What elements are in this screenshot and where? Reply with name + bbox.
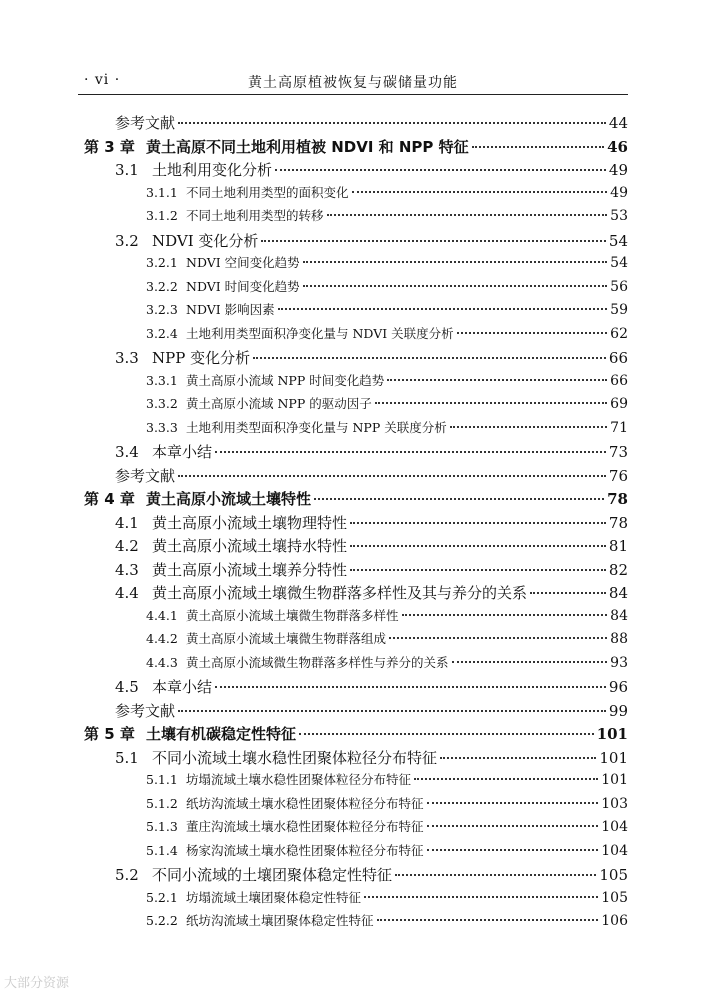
toc-entry-number: 3.3.2 (146, 396, 178, 411)
toc-entry-sub[interactable] (78, 606, 628, 630)
toc-entry-page-number: 103 (601, 795, 628, 812)
toc-entry-chapter[interactable] (78, 136, 628, 160)
toc-entry-title: 土地利用类型面积净变化量与 NDVI 关联度分析 (186, 325, 454, 341)
toc-entry-number: 4.1 (115, 513, 139, 532)
dot-leader (450, 426, 607, 428)
dot-leader (303, 285, 607, 287)
toc-entry-title: 参考文献 (115, 114, 176, 132)
dot-leader (427, 825, 599, 827)
toc-entry-chapter[interactable] (78, 488, 628, 512)
toc-entry-title: 黄土高原小流域土壤特性 (146, 490, 312, 508)
toc-entry-page-number: 49 (608, 161, 628, 179)
toc-entry-number: 3.3.1 (146, 372, 178, 388)
toc-entry-number: 3.2.1 (146, 255, 178, 270)
toc-entry-page-number: 78 (608, 513, 628, 532)
toc-entry-title: 董庄沟流域土壤水稳性团聚体粒径分布特征 (186, 819, 424, 834)
toc-entry-page-number: 71 (610, 419, 628, 436)
toc-entry-section[interactable] (78, 559, 628, 583)
toc-entry-number: 4.5 (115, 678, 139, 696)
toc-entry-page-number: 84 (610, 607, 628, 624)
toc-entry-page-number: 54 (608, 231, 628, 250)
dot-leader (253, 357, 606, 359)
toc-entry-page-number: 76 (608, 466, 628, 485)
toc-entry-number: 4.4 (115, 584, 139, 602)
toc-entry-page-number: 101 (599, 748, 628, 767)
toc-entry-number: 5.1.3 (146, 819, 178, 834)
toc-entry-page-number: 46 (607, 137, 628, 156)
toc-entry-page-number: 106 (601, 913, 628, 929)
toc-entry-number: 3.1.2 (146, 208, 178, 223)
toc-entry-number: 5.1.4 (146, 842, 178, 858)
toc-entry-page-number: 66 (608, 349, 628, 367)
toc-entry-number: 3.1.1 (146, 184, 178, 200)
dot-leader (178, 710, 606, 712)
dot-leader (389, 637, 607, 639)
toc-entry-number: 3.2 (115, 231, 139, 250)
toc-entry-sub[interactable] (78, 206, 628, 230)
toc-entry-title: 土地利用类型面积净变化量与 NPP 关联度分析 (186, 419, 447, 435)
toc-entry-chapter[interactable] (78, 723, 628, 747)
toc-entry-number: 4.4.2 (146, 631, 178, 646)
toc-entry-title: 参考文献 (115, 701, 176, 720)
toc-entry-page-number: 78 (607, 490, 628, 508)
toc-entry-number: 第 5 章 (84, 725, 135, 743)
toc-entry-page-number: 44 (608, 114, 628, 132)
toc-entry-title: 参考文献 (115, 466, 176, 485)
dot-leader (275, 169, 606, 171)
toc-entry-number: 第 3 章 (84, 137, 135, 156)
toc-entry-number: 3.4 (115, 443, 139, 461)
dot-leader (440, 757, 596, 759)
toc-entry-title: NDVI 变化分析 (152, 231, 259, 250)
dot-leader (350, 545, 606, 547)
dot-leader (452, 661, 608, 663)
dot-leader (261, 240, 605, 242)
dot-leader (457, 332, 608, 334)
toc-entry-title: NDVI 影响因素 (186, 302, 275, 317)
dot-leader (395, 874, 596, 876)
toc-entry-title: 不同土地利用类型的转移 (186, 208, 324, 223)
toc-entry-number: 5.2 (115, 866, 139, 884)
toc-entry-section[interactable] (78, 230, 628, 254)
toc-entry-title: 黄土高原小流域 NPP 时间变化趋势 (186, 372, 385, 388)
toc-entry-page-number: 53 (610, 208, 628, 224)
toc-entry-title: 黄土高原小流域土壤养分特性 (152, 560, 348, 579)
page-header (78, 64, 628, 95)
page-number: · vi · (84, 72, 121, 88)
dot-leader (414, 778, 598, 780)
toc-entry-title: 本章小结 (152, 443, 213, 461)
toc-entry-ref[interactable] (78, 465, 628, 489)
toc-entry-sub[interactable] (78, 277, 628, 301)
dot-leader (350, 569, 606, 571)
toc-entry-page-number: 73 (608, 443, 628, 461)
toc-entry-page-number: 105 (601, 889, 628, 906)
toc-entry-title: 黄土高原小流域土壤微生物群落多样性及其与养分的关系 (152, 584, 528, 602)
dot-leader (427, 849, 599, 851)
toc-entry-number: 5.1.2 (146, 795, 178, 811)
toc-entry-page-number: 84 (608, 584, 628, 602)
dot-leader (402, 614, 608, 616)
toc-entry-page-number: 93 (610, 654, 628, 671)
running-title: 黄土高原植被恢复与碳储量功能 (248, 75, 458, 91)
toc-entry-page-number: 105 (599, 866, 628, 884)
toc-entry-section[interactable] (78, 676, 628, 700)
toc-entry-title: 杨家沟流域土壤水稳性团聚体粒径分布特征 (186, 842, 424, 858)
toc-entry-sub[interactable] (78, 418, 628, 442)
toc-entry-number: 3.2.2 (146, 278, 178, 294)
toc-entry-number: 3.2.3 (146, 302, 178, 317)
toc-entry-ref[interactable] (78, 700, 628, 724)
toc-entry-number: 3.3 (115, 349, 139, 367)
dot-leader (178, 475, 606, 477)
toc-entry-title: NDVI 空间变化趋势 (186, 255, 300, 270)
toc-entry-title: 不同土地利用类型的面积变化 (186, 184, 349, 200)
toc-entry-page-number: 54 (610, 255, 628, 271)
toc-entry-number: 5.1 (115, 748, 139, 767)
toc-entry-number: 5.2.1 (146, 889, 178, 905)
toc-entry-section[interactable] (78, 441, 628, 465)
dot-leader (278, 308, 607, 310)
toc-entry-sub[interactable] (78, 888, 628, 912)
toc-entry-number: 5.2.2 (146, 913, 178, 928)
toc-entry-page-number: 56 (610, 278, 628, 295)
toc-entry-number: 4.4.3 (146, 654, 178, 670)
toc-entry-title: 纸坊沟流域土壤水稳性团聚体粒径分布特征 (186, 795, 424, 811)
toc-entry-title: 不同小流域土壤水稳性团聚体粒径分布特征 (152, 748, 438, 767)
toc-entry-page-number: 59 (610, 302, 628, 318)
toc-entry-number: 5.1.1 (146, 772, 178, 787)
toc-entry-section[interactable] (78, 864, 628, 888)
toc-entry-number: 3.3.3 (146, 419, 178, 435)
toc-entry-sub[interactable] (78, 324, 628, 348)
toc-entry-title: 土壤有机碳稳定性特征 (146, 725, 297, 743)
dot-leader (215, 451, 606, 453)
dot-leader (377, 919, 599, 921)
toc-entry-page-number: 101 (596, 725, 628, 743)
toc-entry-sub[interactable] (78, 300, 628, 324)
toc-entry-title: 纸坊沟流域土壤团聚体稳定性特征 (186, 913, 374, 928)
dot-leader (327, 214, 608, 216)
toc-entry-title: 黄土高原不同土地利用植被 NDVI 和 NPP 特征 (146, 137, 469, 156)
toc-entry-title: 黄土高原小流域微生物群落多样性与养分的关系 (186, 654, 449, 670)
toc-entry-number: 4.4.1 (146, 607, 178, 623)
toc-entry-page-number: 69 (610, 396, 628, 412)
dot-leader (350, 522, 606, 524)
toc-entry-number: 4.3 (115, 560, 139, 579)
toc-entry-title: 坊塌流域土壤团聚体稳定性特征 (186, 889, 362, 905)
toc-entry-title: 坊塌流域土壤水稳性团聚体粒径分布特征 (186, 772, 412, 787)
toc-entry-title: 黄土高原小流域土壤微生物群落组成 (186, 631, 387, 646)
toc-entry-page-number: 104 (601, 842, 628, 859)
toc-entry-page-number: 96 (608, 678, 628, 696)
toc-entry-sub[interactable] (78, 817, 628, 841)
toc-entry-sub[interactable] (78, 794, 628, 818)
toc-entry-section[interactable] (78, 512, 628, 536)
dot-leader (178, 122, 606, 124)
dot-leader (375, 402, 607, 404)
dot-leader (215, 686, 606, 688)
toc-entry-section[interactable] (78, 747, 628, 771)
toc-entry-title: 黄土高原小流域土壤物理特性 (152, 513, 348, 532)
toc-entry-sub[interactable] (78, 841, 628, 865)
dot-leader (352, 191, 608, 193)
toc-entry-title: 黄土高原小流域土壤持水特性 (152, 537, 348, 555)
toc-entry-sub[interactable] (78, 629, 628, 653)
table-of-contents (78, 112, 628, 935)
toc-entry-page-number: 82 (608, 560, 628, 579)
toc-entry-title: 本章小结 (152, 678, 213, 696)
toc-entry-sub[interactable] (78, 371, 628, 395)
toc-entry-section[interactable] (78, 535, 628, 559)
dot-leader (387, 379, 607, 381)
toc-entry-page-number: 101 (601, 772, 628, 788)
watermark: 大部分资源 (4, 976, 70, 991)
toc-entry-page-number: 99 (608, 701, 628, 720)
toc-entry-page-number: 49 (610, 184, 628, 201)
toc-entry-title: 土地利用变化分析 (152, 161, 273, 179)
toc-entry-sub[interactable] (78, 911, 628, 935)
toc-entry-sub[interactable] (78, 653, 628, 677)
toc-entry-number: 3.2.4 (146, 325, 178, 341)
toc-entry-page-number: 62 (610, 325, 628, 342)
toc-entry-section[interactable] (78, 347, 628, 371)
toc-entry-title: NPP 变化分析 (152, 349, 251, 367)
toc-entry-title: 不同小流域的土壤团聚体稳定性特征 (152, 866, 393, 884)
toc-entry-page-number: 81 (608, 537, 628, 555)
dot-leader (303, 261, 607, 263)
toc-entry-title: 黄土高原小流域 NPP 的驱动因子 (186, 396, 372, 411)
dot-leader (314, 498, 604, 500)
toc-entry-number: 4.2 (115, 537, 139, 555)
toc-entry-sub[interactable] (78, 183, 628, 207)
toc-entry-number: 3.1 (115, 161, 139, 179)
dot-leader (364, 896, 598, 898)
toc-entry-page-number: 66 (610, 372, 628, 389)
toc-entry-number: 第 4 章 (84, 490, 135, 508)
dot-leader (299, 733, 594, 735)
toc-entry-page-number: 88 (610, 631, 628, 647)
toc-entry-section[interactable] (78, 582, 628, 606)
toc-entry-title: 黄土高原小流域土壤微生物群落多样性 (186, 607, 399, 623)
toc-entry-title: NDVI 时间变化趋势 (186, 278, 300, 294)
dot-leader (427, 802, 599, 804)
toc-entry-section[interactable] (78, 159, 628, 183)
toc-entry-page-number: 104 (601, 819, 628, 835)
dot-leader (472, 146, 604, 148)
toc-entry-sub[interactable] (78, 253, 628, 277)
dot-leader (530, 592, 606, 594)
toc-entry-sub[interactable] (78, 770, 628, 794)
toc-entry-sub[interactable] (78, 394, 628, 418)
toc-entry-ref[interactable] (78, 112, 628, 136)
